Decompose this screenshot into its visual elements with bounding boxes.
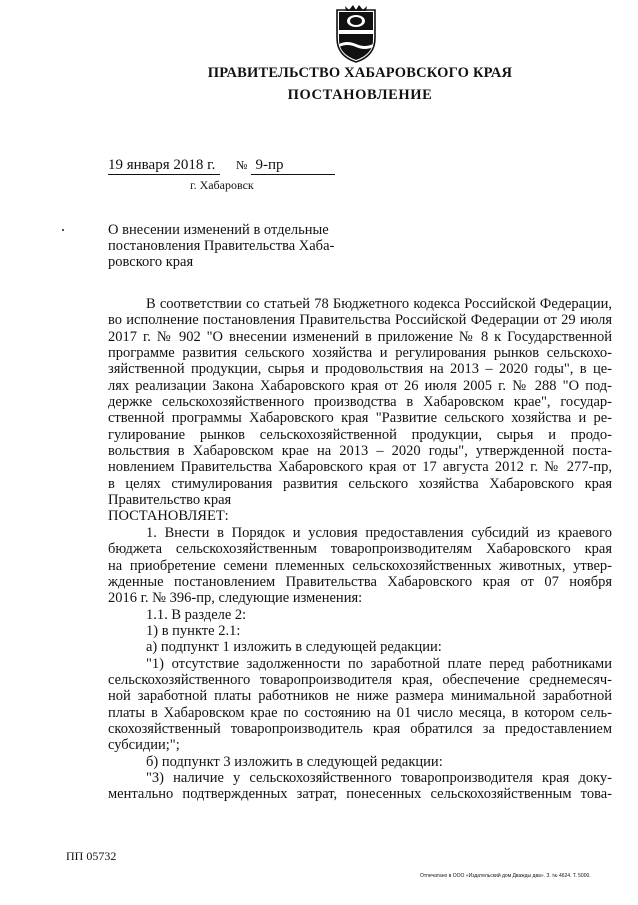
body-line: жденные постановлением Правительства Хабаровского края от 07 ноября — [108, 573, 612, 590]
number-sign: № — [236, 158, 248, 172]
body-line: гулирование рынков сельскохозяйственной продукции, сырья и продо- — [108, 426, 612, 443]
body-line: "3) наличие у сельскохозяйственного товаропроизводителя края доку- — [146, 769, 612, 786]
body-line: программе развития сельского хозяйства и регулирования рынков сельскохо- — [108, 345, 612, 362]
printer-note: Отпечатано в ООО «Издательский дом Дважды два». З. № 4624. Т. 5000. — [420, 873, 591, 879]
body-line: лях реализации Закона Хабаровского края от 26 июля 2005 г. № 288 "О под- — [108, 377, 612, 394]
body-line: вольствия в Хабаровском крае на 2013 – 2020 годы", утвержденной поста- — [108, 443, 612, 460]
body-line: новлением Правительства Хабаровского края от 17 августа 2012 г. № 277-пр, — [108, 459, 612, 476]
body-line: б) подпункт 3 изложить в следующей редакции: — [146, 753, 443, 770]
body-line: 1. Внести в Порядок и условия предоставления субсидий из краевого — [146, 524, 612, 541]
body-line: скохозяйственный товаропроизводитель края обратился за предоставлением — [108, 720, 612, 737]
body-line: ментально подтвержденных затрат, понесенных сельскохозяйственным това- — [108, 786, 612, 803]
body-line: 2017 г. № 902 "О внесении изменений в приложение № 8 к Государственной — [108, 328, 612, 345]
body-line: 2016 г. № 396-пр, следующие изменения: — [108, 590, 363, 607]
body-line: "1) отсутствие задолженности по заработной плате перед работниками — [146, 655, 612, 672]
city: г. Хабаровск — [190, 178, 254, 192]
body-line: держке сельскохозяйственного производства в Хабаровском крае", государ- — [108, 394, 612, 411]
body-line: а) подпункт 1 изложить в следующей редакции: — [146, 639, 442, 656]
subject-line: постановления Правительства Хаба- — [108, 238, 335, 254]
body-line: В соответствии со статьей 78 Бюджетного кодекса Российской Федерации, — [146, 296, 612, 312]
date-number-line — [108, 157, 335, 175]
body-line: бюджета сельскохозяйственным товаропроизводителям Хабаровского края — [108, 541, 612, 558]
coat-of-arms-emblem — [333, 4, 379, 64]
body-line-resolves: ПОСТАНОВЛЯЕТ: — [108, 508, 229, 525]
body-line: ной заработной платы работников не ниже размера минимальной заработной — [108, 688, 612, 705]
body-line: сельскохозяйственного товаропроизводителя края, обеспечение среднемесяч- — [108, 671, 612, 688]
document-number: 9-пр — [251, 157, 335, 175]
body-line: ственной программы Хабаровского края "Развитие сельского хозяйства и ре- — [108, 410, 612, 427]
org-title: ПРАВИТЕЛЬСТВО ХАБАРОВСКОГО КРАЯ — [207, 65, 513, 81]
body-line: в целях стимулирования развития сельского хозяйства Хабаровского края — [108, 475, 612, 492]
body-line: на приобретение семени племенных сельскохозяйственных животных, утвер- — [108, 557, 612, 574]
subject-line: О внесении изменений в отдельные — [108, 222, 329, 238]
subject-line: ровского края — [108, 254, 194, 270]
document-body — [108, 296, 612, 803]
body-line: 1.1. В разделе 2: — [146, 606, 247, 623]
body-line: зяйственной продукции, сырья и продовольствия на 2013 – 2020 годы", в це- — [108, 361, 612, 378]
body-line: субсидии;"; — [108, 737, 180, 754]
scan-speck — [62, 229, 64, 231]
body-line: во исполнение постановления Правительства Российской Федерации от 29 июля — [108, 312, 612, 329]
document-code: ПП 05732 — [66, 849, 117, 863]
document-date: 19 января 2018 г. — [108, 157, 220, 175]
body-line: 1) в пункте 2.1: — [146, 622, 241, 639]
body-line: Правительство края — [108, 492, 232, 509]
document-type: ПОСТАНОВЛЕНИЕ — [287, 87, 433, 103]
document-subject — [108, 222, 348, 270]
body-line: платы в Хабаровском крае по состоянию на 01 число месяца, в котором сель- — [108, 704, 612, 721]
